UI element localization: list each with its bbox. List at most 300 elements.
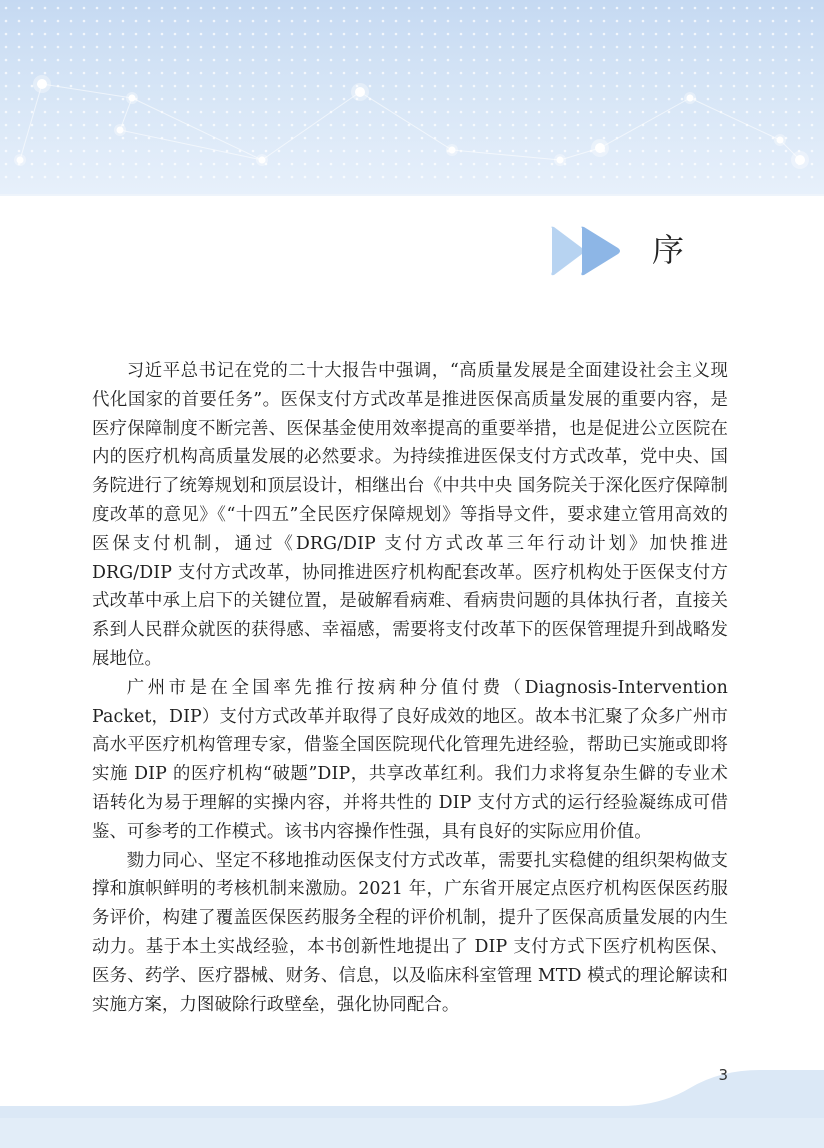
banner-dot — [551, 72, 554, 75]
banner-dot — [213, 46, 216, 49]
banner-dot — [681, 7, 684, 10]
banner-dot — [525, 46, 528, 49]
banner-dot — [148, 20, 151, 23]
banner-dot — [668, 85, 671, 88]
banner-dot — [44, 137, 47, 140]
banner-dot — [83, 98, 86, 101]
banner-dot — [213, 20, 216, 23]
banner-dot — [239, 7, 242, 10]
banner-dot — [642, 46, 645, 49]
banner-dot — [473, 33, 476, 36]
banner-dot — [798, 46, 801, 49]
banner-dot — [616, 46, 619, 49]
banner-dot — [5, 111, 8, 114]
banner-dot — [5, 98, 8, 101]
banner-dot — [447, 72, 450, 75]
banner-dot — [668, 111, 671, 114]
banner-dot — [733, 46, 736, 49]
banner-dot — [590, 111, 593, 114]
banner-dot — [668, 150, 671, 153]
banner-dot — [746, 72, 749, 75]
banner-dot — [785, 163, 788, 166]
banner-dot — [525, 20, 528, 23]
banner-dot — [434, 124, 437, 127]
banner-dot — [291, 85, 294, 88]
banner-dot — [460, 20, 463, 23]
banner-dot — [798, 72, 801, 75]
banner-dot — [811, 59, 814, 62]
banner-dot — [83, 33, 86, 36]
banner-dot — [616, 124, 619, 127]
banner-dot — [616, 72, 619, 75]
banner-dot — [83, 59, 86, 62]
banner-link — [20, 84, 42, 160]
banner-dot — [356, 7, 359, 10]
banner-dot — [70, 163, 73, 166]
banner-dot — [122, 150, 125, 153]
banner-dot — [330, 20, 333, 23]
banner-dot — [291, 7, 294, 10]
banner-dot — [798, 7, 801, 10]
banner-dot — [486, 98, 489, 101]
banner-dot — [252, 59, 255, 62]
banner-dot — [785, 46, 788, 49]
banner-dot — [733, 137, 736, 140]
banner-dot — [499, 124, 502, 127]
banner-dot — [733, 163, 736, 166]
banner-dot — [226, 85, 229, 88]
banner-dot — [187, 72, 190, 75]
banner-dot — [525, 124, 528, 127]
banner-dot — [681, 59, 684, 62]
banner-dot — [109, 7, 112, 10]
banner-dot — [278, 33, 281, 36]
banner-dot — [746, 20, 749, 23]
banner-dot — [44, 176, 47, 179]
banner-dot — [707, 7, 710, 10]
banner-dot — [278, 150, 281, 153]
banner-dot — [304, 176, 307, 179]
banner-dot — [18, 46, 21, 49]
banner-dot — [278, 124, 281, 127]
banner-dot — [460, 163, 463, 166]
banner-dot — [395, 163, 398, 166]
banner-dot — [746, 7, 749, 10]
banner-dot — [213, 33, 216, 36]
banner-dot — [200, 137, 203, 140]
banner-dot — [746, 163, 749, 166]
banner-dot — [109, 46, 112, 49]
banner-dot — [655, 7, 658, 10]
banner-dot — [317, 85, 320, 88]
banner-dot — [668, 33, 671, 36]
banner-dot — [239, 163, 242, 166]
banner-dot — [70, 46, 73, 49]
banner-dot — [174, 111, 177, 114]
banner-dot — [434, 150, 437, 153]
banner-dot — [499, 98, 502, 101]
banner-dot — [434, 20, 437, 23]
banner-dot — [512, 7, 515, 10]
banner-dot — [369, 59, 372, 62]
banner-dot — [135, 137, 138, 140]
banner-dot — [83, 46, 86, 49]
banner-dot — [603, 176, 606, 179]
banner-dot — [122, 163, 125, 166]
banner-dot — [135, 85, 138, 88]
banner-dot — [200, 124, 203, 127]
banner-dot — [31, 7, 34, 10]
banner-dot — [785, 111, 788, 114]
banner-dot — [460, 137, 463, 140]
banner-dot — [499, 59, 502, 62]
banner-dot — [447, 98, 450, 101]
banner-dot — [473, 46, 476, 49]
banner-dot — [317, 33, 320, 36]
banner-dot — [213, 111, 216, 114]
banner-dot — [369, 7, 372, 10]
banner-dot — [499, 7, 502, 10]
banner-dot — [317, 176, 320, 179]
banner-node — [17, 157, 24, 164]
banner-dot — [590, 7, 593, 10]
banner-dot — [421, 85, 424, 88]
banner-dot — [44, 150, 47, 153]
banner-dot — [603, 85, 606, 88]
banner-dot — [161, 98, 164, 101]
banner-dot — [603, 137, 606, 140]
banner-dot — [135, 72, 138, 75]
banner-dot — [343, 137, 346, 140]
banner-dot — [447, 111, 450, 114]
banner-node — [795, 155, 805, 165]
header-banner — [0, 0, 824, 194]
banner-dot — [174, 150, 177, 153]
body-text — [92, 357, 728, 1019]
banner-dot — [590, 98, 593, 101]
banner-dot — [694, 72, 697, 75]
banner-dot — [512, 176, 515, 179]
banner-dot — [577, 33, 580, 36]
banner-dot — [668, 59, 671, 62]
banner-dot — [70, 124, 73, 127]
banner-dot — [252, 163, 255, 166]
banner-dot — [811, 124, 814, 127]
banner-dot — [330, 85, 333, 88]
banner-dot — [733, 7, 736, 10]
banner-dot — [213, 98, 216, 101]
banner-dot — [382, 85, 385, 88]
banner-dot — [44, 111, 47, 114]
banner-dot — [96, 72, 99, 75]
banner-dot — [382, 137, 385, 140]
banner-dot — [252, 111, 255, 114]
banner-dot — [200, 7, 203, 10]
banner-dot — [148, 59, 151, 62]
banner-dot — [486, 46, 489, 49]
banner-dot — [486, 111, 489, 114]
banner-dot — [252, 98, 255, 101]
banner-dot — [694, 137, 697, 140]
banner-dot — [655, 163, 658, 166]
banner-dot — [486, 20, 489, 23]
banner-dot — [811, 33, 814, 36]
banner-dot — [408, 124, 411, 127]
banner-dot — [668, 7, 671, 10]
banner-dot — [187, 98, 190, 101]
banner-dot — [44, 124, 47, 127]
banner-dot — [265, 98, 268, 101]
banner-dot — [720, 72, 723, 75]
banner-dot — [382, 124, 385, 127]
banner-dot — [187, 111, 190, 114]
banner-dot — [616, 163, 619, 166]
banner-dot — [538, 72, 541, 75]
banner-link — [262, 92, 360, 160]
banner-dot — [512, 20, 515, 23]
banner-dot — [460, 124, 463, 127]
banner-dot — [395, 98, 398, 101]
banner-dot — [343, 20, 346, 23]
banner-dot — [525, 33, 528, 36]
banner-dot — [655, 85, 658, 88]
banner-dot — [317, 7, 320, 10]
banner-dot — [577, 20, 580, 23]
banner-dot — [317, 98, 320, 101]
banner-dot — [174, 176, 177, 179]
banner-dot — [538, 163, 541, 166]
banner-dot — [382, 20, 385, 23]
banner-dot — [525, 176, 528, 179]
banner-dot — [148, 33, 151, 36]
banner-dot — [694, 176, 697, 179]
banner-dot — [239, 59, 242, 62]
banner-dot — [421, 33, 424, 36]
banner-dot — [603, 33, 606, 36]
banner-dot — [603, 20, 606, 23]
banner-dot — [603, 46, 606, 49]
banner-dot — [265, 124, 268, 127]
banner-dot — [759, 137, 762, 140]
banner-dot — [473, 72, 476, 75]
banner-dot — [135, 176, 138, 179]
banner-dot — [486, 163, 489, 166]
banner-dot — [551, 176, 554, 179]
banner-dot — [512, 98, 515, 101]
banner-dot — [343, 7, 346, 10]
banner-dot — [616, 59, 619, 62]
banner-dot — [590, 20, 593, 23]
banner-dot — [265, 20, 268, 23]
banner-dot — [564, 46, 567, 49]
banner-dot — [707, 111, 710, 114]
banner-dot — [57, 33, 60, 36]
banner-dot — [629, 33, 632, 36]
banner-dot — [395, 124, 398, 127]
banner-dot — [343, 46, 346, 49]
banner-dot — [811, 7, 814, 10]
banner-dot — [44, 7, 47, 10]
banner-dot — [18, 98, 21, 101]
page-number: 3 — [718, 1066, 728, 1084]
banner-dot — [525, 163, 528, 166]
banner-dot — [434, 98, 437, 101]
banner-dot — [538, 176, 541, 179]
banner-dot — [720, 137, 723, 140]
banner-dot — [577, 137, 580, 140]
banner-dot — [512, 137, 515, 140]
banner-dot — [226, 46, 229, 49]
banner-dot — [733, 98, 736, 101]
banner-dot — [421, 46, 424, 49]
banner-dot — [486, 124, 489, 127]
banner-dot — [772, 7, 775, 10]
banner-dot — [265, 46, 268, 49]
banner-dot — [200, 85, 203, 88]
banner-dot — [499, 137, 502, 140]
banner-dot — [213, 59, 216, 62]
banner-dot — [486, 137, 489, 140]
banner-dot — [226, 124, 229, 127]
banner-dot — [31, 85, 34, 88]
banner-node — [595, 143, 605, 153]
banner-dot — [694, 124, 697, 127]
banner-dot — [785, 20, 788, 23]
banner-dot — [356, 20, 359, 23]
banner-dot — [460, 176, 463, 179]
banner-dot — [668, 137, 671, 140]
banner-dot — [499, 85, 502, 88]
banner-dot — [733, 59, 736, 62]
banner-dot — [408, 85, 411, 88]
banner-dot — [603, 124, 606, 127]
banner-dot — [239, 176, 242, 179]
banner-dot — [161, 85, 164, 88]
banner-dot — [135, 163, 138, 166]
banner-dot — [265, 176, 268, 179]
banner-dot — [590, 59, 593, 62]
banner-dot — [733, 111, 736, 114]
banner-dot — [577, 124, 580, 127]
banner-dot — [304, 7, 307, 10]
banner-dot — [733, 150, 736, 153]
banner-dot — [421, 124, 424, 127]
banner-dot — [616, 33, 619, 36]
banner-dot — [421, 150, 424, 153]
banner-dot — [187, 7, 190, 10]
banner-link — [360, 92, 452, 150]
banner-dot — [746, 46, 749, 49]
banner-dot — [473, 98, 476, 101]
banner-dot — [525, 137, 528, 140]
banner-dot — [135, 59, 138, 62]
banner-dot — [720, 150, 723, 153]
banner-dot — [18, 7, 21, 10]
banner-dot — [421, 176, 424, 179]
banner-dot — [486, 7, 489, 10]
banner-dot — [642, 176, 645, 179]
banner-dot — [681, 124, 684, 127]
banner-dot — [343, 98, 346, 101]
banner-dot — [590, 176, 593, 179]
banner-dot — [772, 150, 775, 153]
banner-dot — [369, 72, 372, 75]
banner-dot — [629, 59, 632, 62]
banner-dot — [343, 150, 346, 153]
banner-dot — [642, 72, 645, 75]
banner-dot — [187, 46, 190, 49]
banner-dot — [96, 98, 99, 101]
banner-dot — [798, 33, 801, 36]
banner-dot — [291, 46, 294, 49]
banner-dot — [148, 111, 151, 114]
banner-dot — [226, 59, 229, 62]
banner-dot — [538, 124, 541, 127]
banner-dot — [226, 163, 229, 166]
banner-dot — [161, 20, 164, 23]
banner-dot — [148, 163, 151, 166]
banner-dot — [5, 72, 8, 75]
banner-dot — [499, 46, 502, 49]
banner-dot — [382, 7, 385, 10]
banner-dot — [57, 176, 60, 179]
banner-dot — [213, 163, 216, 166]
banner-dot — [356, 72, 359, 75]
banner-dot — [57, 59, 60, 62]
banner-dot — [109, 72, 112, 75]
banner-dot — [252, 46, 255, 49]
banner-dot — [96, 124, 99, 127]
banner-dot — [746, 150, 749, 153]
banner-dot — [330, 33, 333, 36]
banner-dot — [655, 20, 658, 23]
banner-dot — [187, 59, 190, 62]
banner-dot — [122, 20, 125, 23]
banner-dot — [291, 163, 294, 166]
banner-dot — [382, 59, 385, 62]
banner-dot — [330, 124, 333, 127]
banner-dot — [707, 137, 710, 140]
banner-node — [259, 157, 266, 164]
banner-dot — [473, 85, 476, 88]
banner-node — [117, 127, 124, 134]
banner-dot — [460, 7, 463, 10]
banner-dot — [70, 72, 73, 75]
banner-dot — [655, 33, 658, 36]
banner-dot — [616, 150, 619, 153]
banner-dot — [473, 137, 476, 140]
banner-dot — [681, 111, 684, 114]
banner-dot — [460, 85, 463, 88]
banner-dot — [174, 72, 177, 75]
banner-dot — [31, 46, 34, 49]
banner-dot — [44, 72, 47, 75]
banner-dot — [772, 176, 775, 179]
banner-dot — [395, 46, 398, 49]
banner-dot — [161, 163, 164, 166]
double-chevron-icon — [548, 224, 626, 278]
banner-dot — [291, 72, 294, 75]
banner-dot — [447, 20, 450, 23]
banner-dot — [577, 150, 580, 153]
banner-dot — [486, 33, 489, 36]
banner-dot — [434, 72, 437, 75]
banner-dot — [603, 59, 606, 62]
banner-dot — [577, 98, 580, 101]
banner-dot — [31, 59, 34, 62]
banner-dot — [291, 176, 294, 179]
banner-dot — [538, 150, 541, 153]
